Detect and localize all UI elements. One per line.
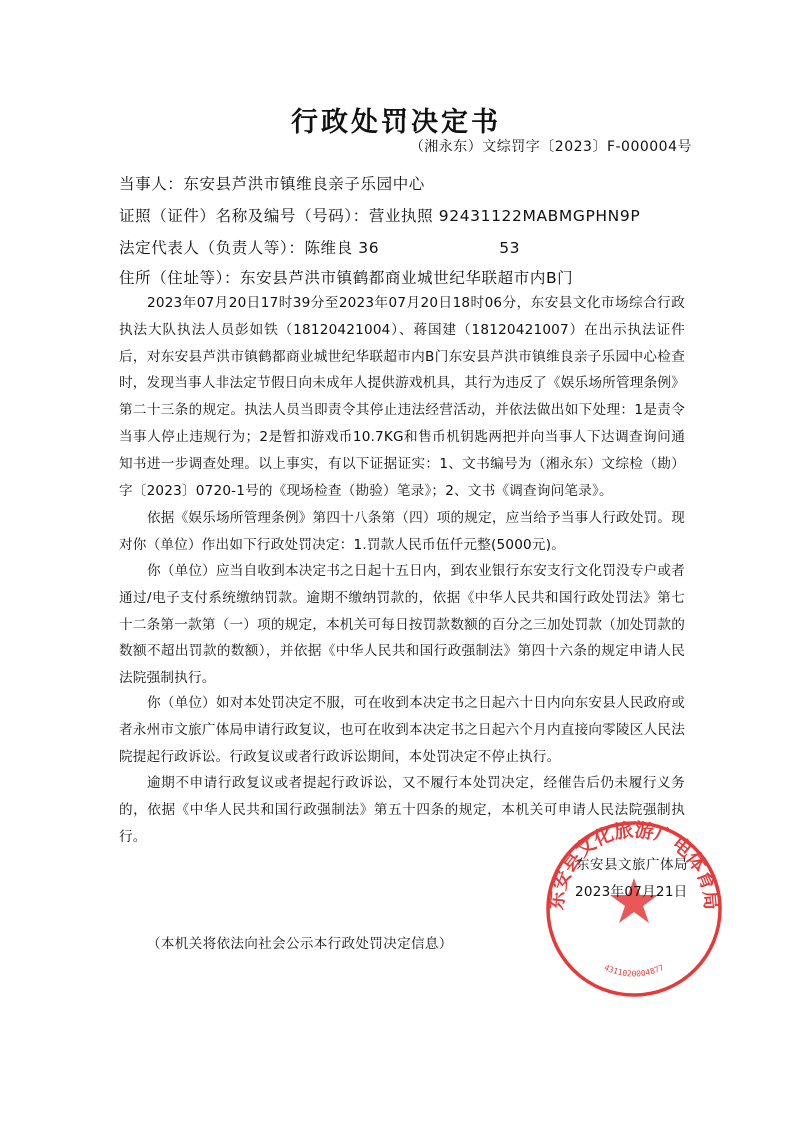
signature-organization: 东安县文旅广体局 (576, 857, 688, 873)
basis-paragraph: 依据《娱乐场所管理条例》第四十八条第（四）项的规定，应当给予当事人行政处罚。现对你（单位）作出如下行政处罚决定：1.罚款人民币伍仟元整(5000元)。 (119, 510, 685, 553)
legal-representative-field (119, 236, 520, 258)
seal-text: 东安县文化旅游广电体育局 (545, 820, 723, 911)
payment-paragraph: 你（单位）应当自收到本决定书之日起十五日内，到农业银行东安支行文化罚没专户或者通过/电子支付系统缴纳罚款。逾期不缴纳罚款的，依据《中华人民共和国行政处罚法》第七十二条第一款第（一）项的规定，本机关可每日按罚款数额的百分之三加处罚款（加处罚款的数额不超出罚款的数额），并依据《中华人民共和国行政强制法》第四十六条的规定申请人民法院强制执行。 (119, 563, 685, 687)
official-seal (545, 820, 723, 998)
seal-number: 4311020004877 (602, 963, 666, 979)
enforcement-paragraph: 逾期不申请行政复议或者提起行政诉讼，又不履行本处罚决定，经催告后仍未履行义务的，依据《中华人民共和国行政强制法》第五十四条的规定，本机关可申请人民法院强制执行。 (119, 775, 685, 845)
party-field: 当事人：东安县芦洪市镇维良亲子乐园中心 (119, 175, 425, 193)
license-field: 证照（证件）名称及编号（号码）：营业执照 92431122MABMGPHN9P (119, 207, 641, 225)
facts-paragraph: 2023年07月20日17时39分至2023年07月20日18时06分，东安县文化市场综合行政执法大队执法人员彭如铁（18120421004）、蒋国建（18120421007）在出示执法证件后，对东安县芦洪市镇鹤都商业城世纪华联超市内B门东安县芦洪市镇维良亲子乐园中心检查时，发现当事人非法定节假日向未成年人提供游戏机具，其行为违反了《娱乐场所管理条例》第二十三条的规定。执法人员当即责令其停止违法经营活动，并依法做出如下处理：1是责令当事人停止违规行为；2是暂扣游戏币10.7KG和售币机钥匙两把并向当事人下达调查询问通知书进一步调查处理。以上事实，有以下证据证实：1、文书编号为（湘永东）文综检（勘）字〔2023〕0720-1号的《现场检查（勘验）笔录》；2、文书《调查询问笔录》。 (119, 295, 685, 499)
address-field: 住所（住址等）：东安县芦洪市镇鹤都商业城世纪华联超市内B门 (119, 269, 574, 287)
legal-representative-id-tail: 53 (499, 239, 521, 257)
document-title: 行政处罚决定书 (291, 107, 501, 138)
document-number: （湘永东）文综罚字〔2023〕F-000004号 (409, 139, 692, 155)
legal-representative-label: 法定代表人（负责人等）：陈维良 36 (119, 239, 380, 257)
signature-date: 2023年07月21日 (575, 884, 688, 900)
appeal-paragraph: 你（单位）如对本处罚决定不服，可在收到本决定书之日起六十日内向东安县人民政府或者永州市文旅广体局申请行政复议，也可在收到本决定书之日起六个月内直接向零陵区人民法院提起行政诉讼。行政复议或者行政诉讼期间，本处罚决定不停止执行。 (119, 695, 685, 765)
publication-notice: （本机关将依法向社会公示本行政处罚决定信息） (147, 936, 453, 952)
